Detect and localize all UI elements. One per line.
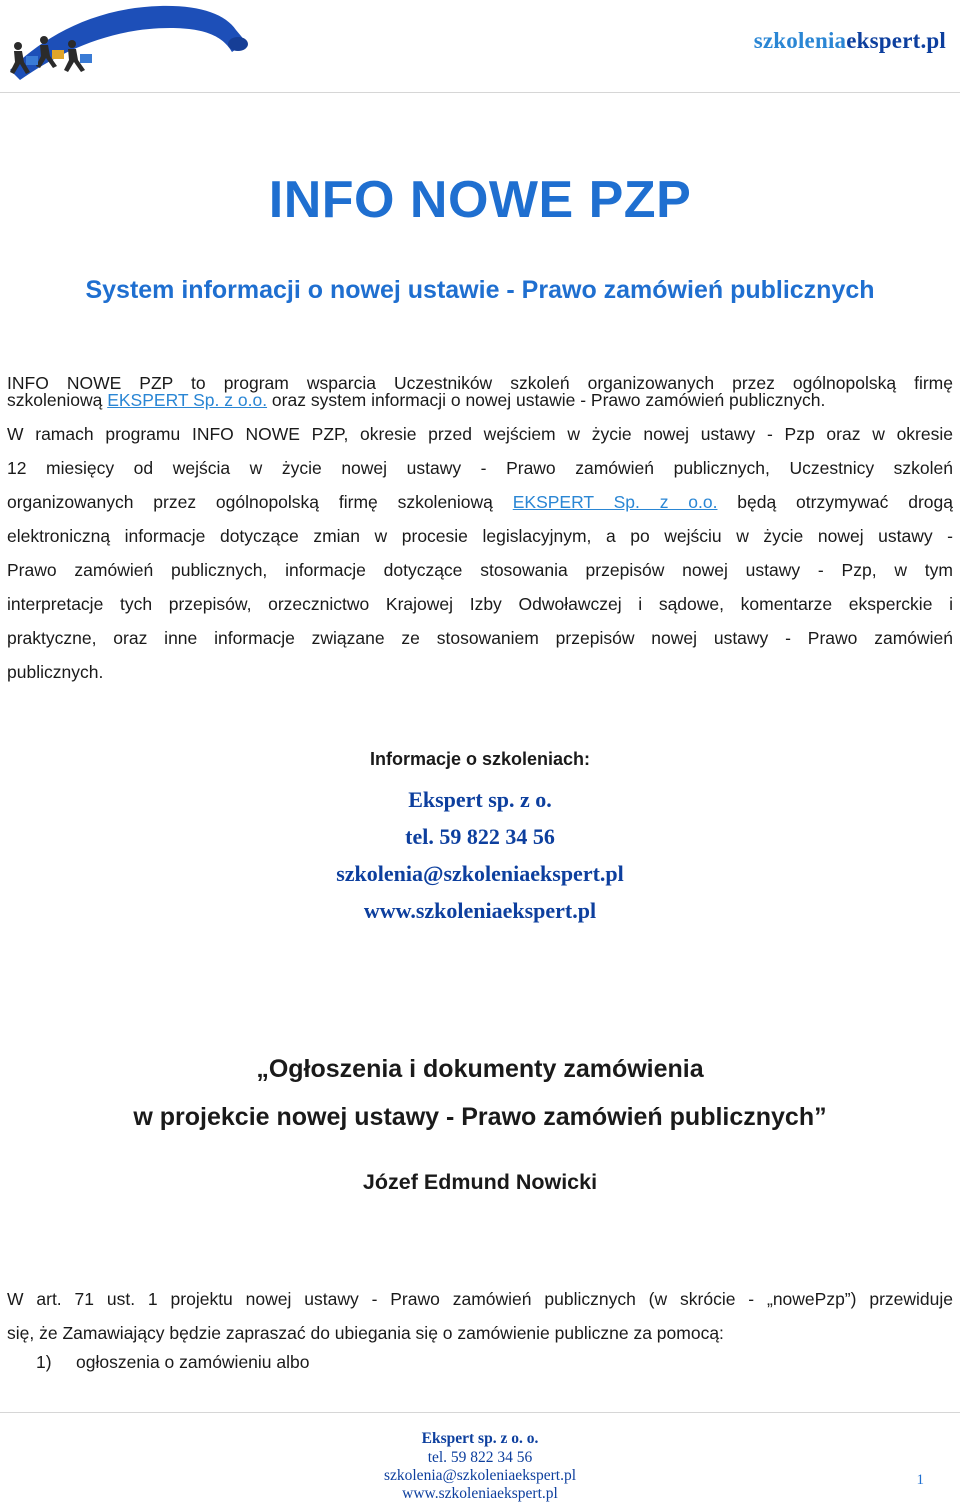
list-item-text: ogłoszenia o zamówieniu albo (76, 1352, 310, 1372)
article-title-line-2: w projekcie nowej ustawy - Prawo zamówień publicznych” (133, 1103, 827, 1131)
brand-name (754, 28, 946, 54)
brand-part-2: ekspert.pl (846, 28, 946, 53)
running-people-logo-icon (0, 0, 260, 82)
contact-phone: tel. 59 822 34 56 (405, 824, 555, 849)
footer-phone: tel. 59 822 34 56 (427, 1449, 533, 1466)
training-info-heading: Informacje o szkoleniach: (369, 749, 591, 769)
contact-email[interactable]: szkolenia@szkoleniaekspert.pl (336, 861, 624, 886)
body-line-7: praktyczne, oraz inne informacje związane ze stosowaniem przepisów nowej ustawy - Prawo zamówień (7, 628, 953, 648)
contact-website[interactable]: www.szkoleniaekspert.pl (363, 898, 597, 923)
page-title: INFO NOWE PZP (268, 171, 692, 229)
body-line-3 (7, 485, 953, 519)
footer-website[interactable]: www.szkoleniaekspert.pl (402, 1485, 558, 1502)
body-line-3-end: będą otrzymywać drogą (717, 492, 953, 512)
footer-divider (0, 1412, 960, 1413)
page-number: 1 (916, 1472, 924, 1488)
body-line-8: publicznych. (7, 662, 104, 682)
intro-line-1: INFO NOWE PZP to program wsparcia Uczestników szkoleń organizowanych przez ogólnopolską firmę (7, 373, 953, 393)
footer-email[interactable]: szkolenia@szkoleniaekspert.pl (383, 1467, 577, 1484)
body-line-4: elektroniczną informacje dotyczące zmian w procesie legislacyjnym, a po wejściu w życie nowej ustawy - (7, 526, 953, 546)
contact-company: Ekspert sp. z o. (408, 787, 552, 812)
article-title (0, 1045, 960, 1141)
brand-part-1: szkolenia (753, 28, 847, 53)
list-item-number: 1) (36, 1352, 52, 1372)
body-line-1: W ramach programu INFO NOWE PZP, okresie przed wejściem w życie nowej ustawy - Pzp oraz w okresie (7, 424, 953, 444)
page-subtitle: System informacji o nowej ustawie - Prawo zamówień publicznych (85, 276, 875, 304)
article-body-line-1: W art. 71 ust. 1 projektu nowej ustawy - Prawo zamówień publicznych (w skrócie - „nowePzp”) przewiduje (7, 1289, 953, 1309)
header-divider (0, 92, 960, 93)
body-line-2: 12 miesięcy od wejścia w życie nowej ustawy - Prawo zamówień publicznych, Uczestnicy szkoleń (7, 458, 953, 478)
intro-line-2 (7, 383, 953, 417)
intro-line-2-start: szkoleniową (7, 390, 108, 410)
article-body-line-2: się, że Zamawiający będzie zapraszać do ubiegania się o zamówienie publiczne za pomocą: (7, 1323, 724, 1343)
footer-company: Ekspert sp. z o. o. (421, 1430, 539, 1447)
article-author: Józef Edmund Nowicki (362, 1170, 598, 1194)
body-line-5: Prawo zamówień publicznych, informacje dotyczące stosowania przepisów nowej ustawy - Pzp, w tym (7, 560, 953, 580)
company-link[interactable]: EKSPERT Sp. z o.o. (107, 390, 268, 410)
article-title-line-1: „Ogłoszenia i dokumenty zamówienia (256, 1055, 704, 1083)
company-link-2[interactable]: EKSPERT Sp. z o.o. (512, 492, 718, 512)
body-line-6: interpretacje tych przepisów, orzecznictwo Krajowej Izby Odwoławczej i sądowe, komentarze eksperckie i (7, 594, 953, 614)
intro-line-2-end: oraz system informacji o nowej ustawie - Prawo zamówień publicznych. (267, 390, 826, 410)
body-line-3-start: organizowanych przez ogólnopolską firmę szkoleniową (7, 492, 513, 512)
